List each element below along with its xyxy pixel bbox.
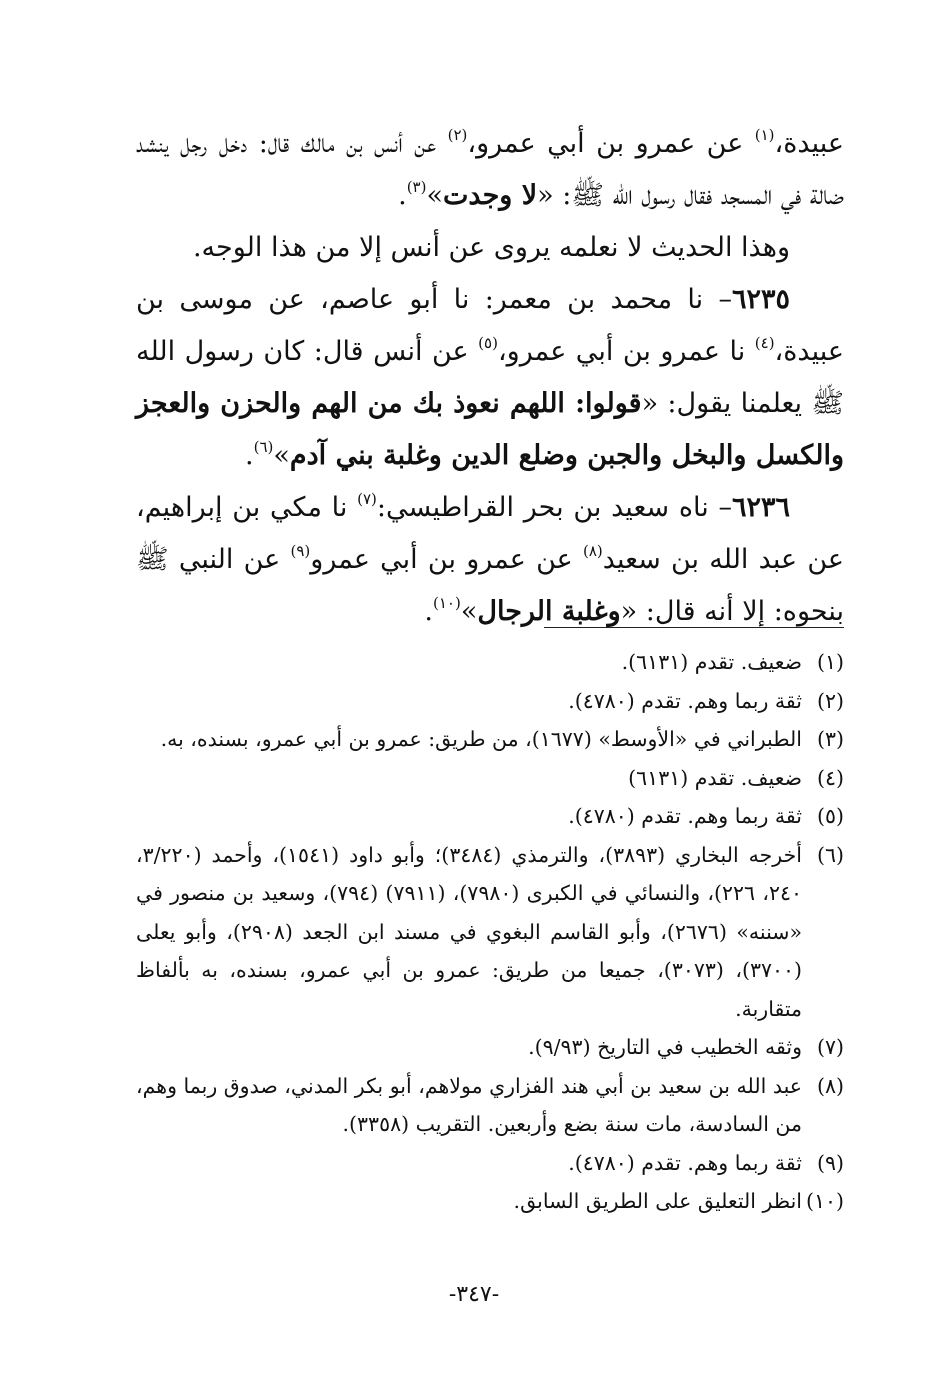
footnote-text: عبد الله بن سعيد بن أبي هند الفزاري مولاهم، أبو بكر المدني، صدوق ربما وهم، من السادسة، مات سنة بضع وأربعين. التقريب (٣٣٥٨). — [136, 1073, 802, 1136]
footnote-ref-8[interactable]: (٨) — [583, 542, 603, 560]
footnote-ref-1[interactable]: (١) — [754, 126, 775, 144]
text-span: » — [460, 596, 478, 627]
footnote-ref-7[interactable]: (٧) — [357, 490, 377, 508]
paragraph-hadith-6234-end — [136, 118, 844, 222]
text-span: عن عمرو بن أبي عمرو — [310, 544, 583, 575]
footnote-number: (٨) — [816, 1073, 844, 1098]
text-span: نا مكي بن إبراهيم، عن عبد الله بن سعيد — [136, 492, 844, 575]
footnote-7 — [136, 1028, 844, 1067]
footnote-ref-4[interactable]: (٤) — [754, 334, 775, 352]
text-span: – نا محمد بن معمر: نا أبو عاصم، عن موسى بن عبيدة، — [136, 284, 844, 367]
text-span: عن أنس قال: كان رسول الله ﷺ يعلمنا يقول: « — [136, 336, 844, 419]
footnote-number: (٤) — [816, 765, 844, 790]
footnote-ref-5[interactable]: (٥) — [478, 334, 498, 352]
footnote-number: (١) — [816, 650, 844, 674]
footnote-number: (٢) — [816, 688, 844, 713]
text-span: » — [273, 440, 290, 471]
footnote-8 — [136, 1067, 844, 1144]
footnote-text: وثقه الخطيب في التاريخ (٩/٩٣). — [528, 1035, 802, 1059]
footnote-divider — [544, 627, 844, 628]
text-span: عبيدة، — [774, 128, 844, 159]
text-span: . — [398, 180, 407, 211]
footnote-9 — [136, 1144, 844, 1183]
hadith-number: ٦٢٣٦ — [731, 492, 790, 523]
footnote-number: (٥) — [816, 804, 844, 828]
footnote-text: ضعيف. تقدم (٦١٣١) — [628, 765, 802, 790]
footnote-text: ضعيف. تقدم (٦١٣١). — [621, 650, 802, 674]
footnote-2 — [136, 682, 844, 721]
page-number: -٣٤٧- — [448, 1282, 500, 1307]
footnote-ref-3[interactable]: (٣) — [406, 178, 427, 196]
prophetic-saying: قولوا: اللهم نعوذ بك من الهم والحزن والعجز والكسل والبخل والجبن وضلع الدين وغلبة بني آدم — [136, 388, 844, 471]
footnotes — [136, 643, 844, 1221]
text-span: » — [426, 180, 443, 211]
footnote-ref-10[interactable]: (١٠) — [432, 594, 461, 612]
text-span: نا عمرو بن أبي عمرو، — [497, 336, 755, 367]
paragraph-hadith-6236 — [136, 482, 844, 638]
footnote-number: (١٠) — [805, 1189, 844, 1213]
text-span: . — [424, 596, 433, 627]
footnote-number: (٦) — [816, 842, 844, 867]
text-span: . — [245, 440, 254, 471]
text-span: عن عمرو بن أبي عمرو، — [467, 128, 755, 159]
text-span: وهذا الحديث لا نعلمه يروى عن أنس إلا من هذا الوجه. — [192, 232, 790, 263]
footnote-text: ثقة ربما وهم. تقدم (٤٧٨٠). — [568, 804, 802, 828]
footnote-number: (٩) — [816, 1150, 844, 1175]
prophetic-saying: لا وجدت — [443, 180, 538, 211]
main-text — [136, 118, 844, 638]
footnote-number: (٧) — [816, 1035, 844, 1059]
footnote-5 — [136, 797, 844, 836]
text-span: – ناه سعيد بن بحر القراطيسي: — [376, 492, 732, 523]
prophetic-saying: وغلبة الرجال — [477, 596, 621, 627]
footnote-ref-6[interactable]: (٦) — [253, 438, 274, 456]
footnote-1 — [136, 643, 844, 682]
text-span: عن أنس بن مالك قال: دخل رجل ينشد ضالة في المسجد فقال رسول الله ﷺ: « — [136, 128, 844, 211]
footnote-text: أخرجه البخاري (٣٨٩٣)، والترمذي (٣٤٨٤)؛ وأبو داود (١٥٤١)، وأحمد (٣/٢٢٠، ٢٤٠، ٢٢٦)، والنسائي في الكبرى (٧٩٨٠)، (٧٩١١) (٧٩٤)، وسعيد بن منصور في «سننه» (٢٦٧٦)، وأبو القاسم البغوي في مسند ابن الجعد (٢٩٠٨)، وأبو يعلى (٣٧٠٠)، (٣٠٧٣)، جميعا من طريق: عمرو بن أبي عمرو، بسنده، به بألفاظ متقاربة. — [136, 842, 802, 1021]
footnote-10 — [136, 1182, 844, 1221]
footnote-text: انظر التعليق على الطريق السابق. — [513, 1189, 802, 1213]
paragraph-hadith-6235 — [136, 274, 844, 482]
footnote-text: الطبراني في «الأوسط» (١٦٧٧)، من طريق: عمرو بن أبي عمرو، بسنده، به. — [160, 727, 802, 751]
footnote-text: ثقة ربما وهم. تقدم (٤٧٨٠). — [568, 688, 802, 713]
text-span: عن النبي ﷺ بنحوه: إلا أنه قال: « — [136, 544, 844, 627]
footnote-3 — [136, 720, 844, 759]
paragraph-commentary — [136, 222, 844, 274]
footnote-number: (٣) — [816, 727, 844, 751]
hadith-number: ٦٢٣٥ — [731, 284, 790, 315]
footnote-ref-2[interactable]: (٢) — [447, 126, 468, 144]
footnote-text: ثقة ربما وهم. تقدم (٤٧٨٠). — [568, 1150, 802, 1175]
footnote-6 — [136, 836, 844, 1029]
footnote-ref-9[interactable]: (٩) — [290, 542, 311, 560]
footnote-4 — [136, 759, 844, 798]
